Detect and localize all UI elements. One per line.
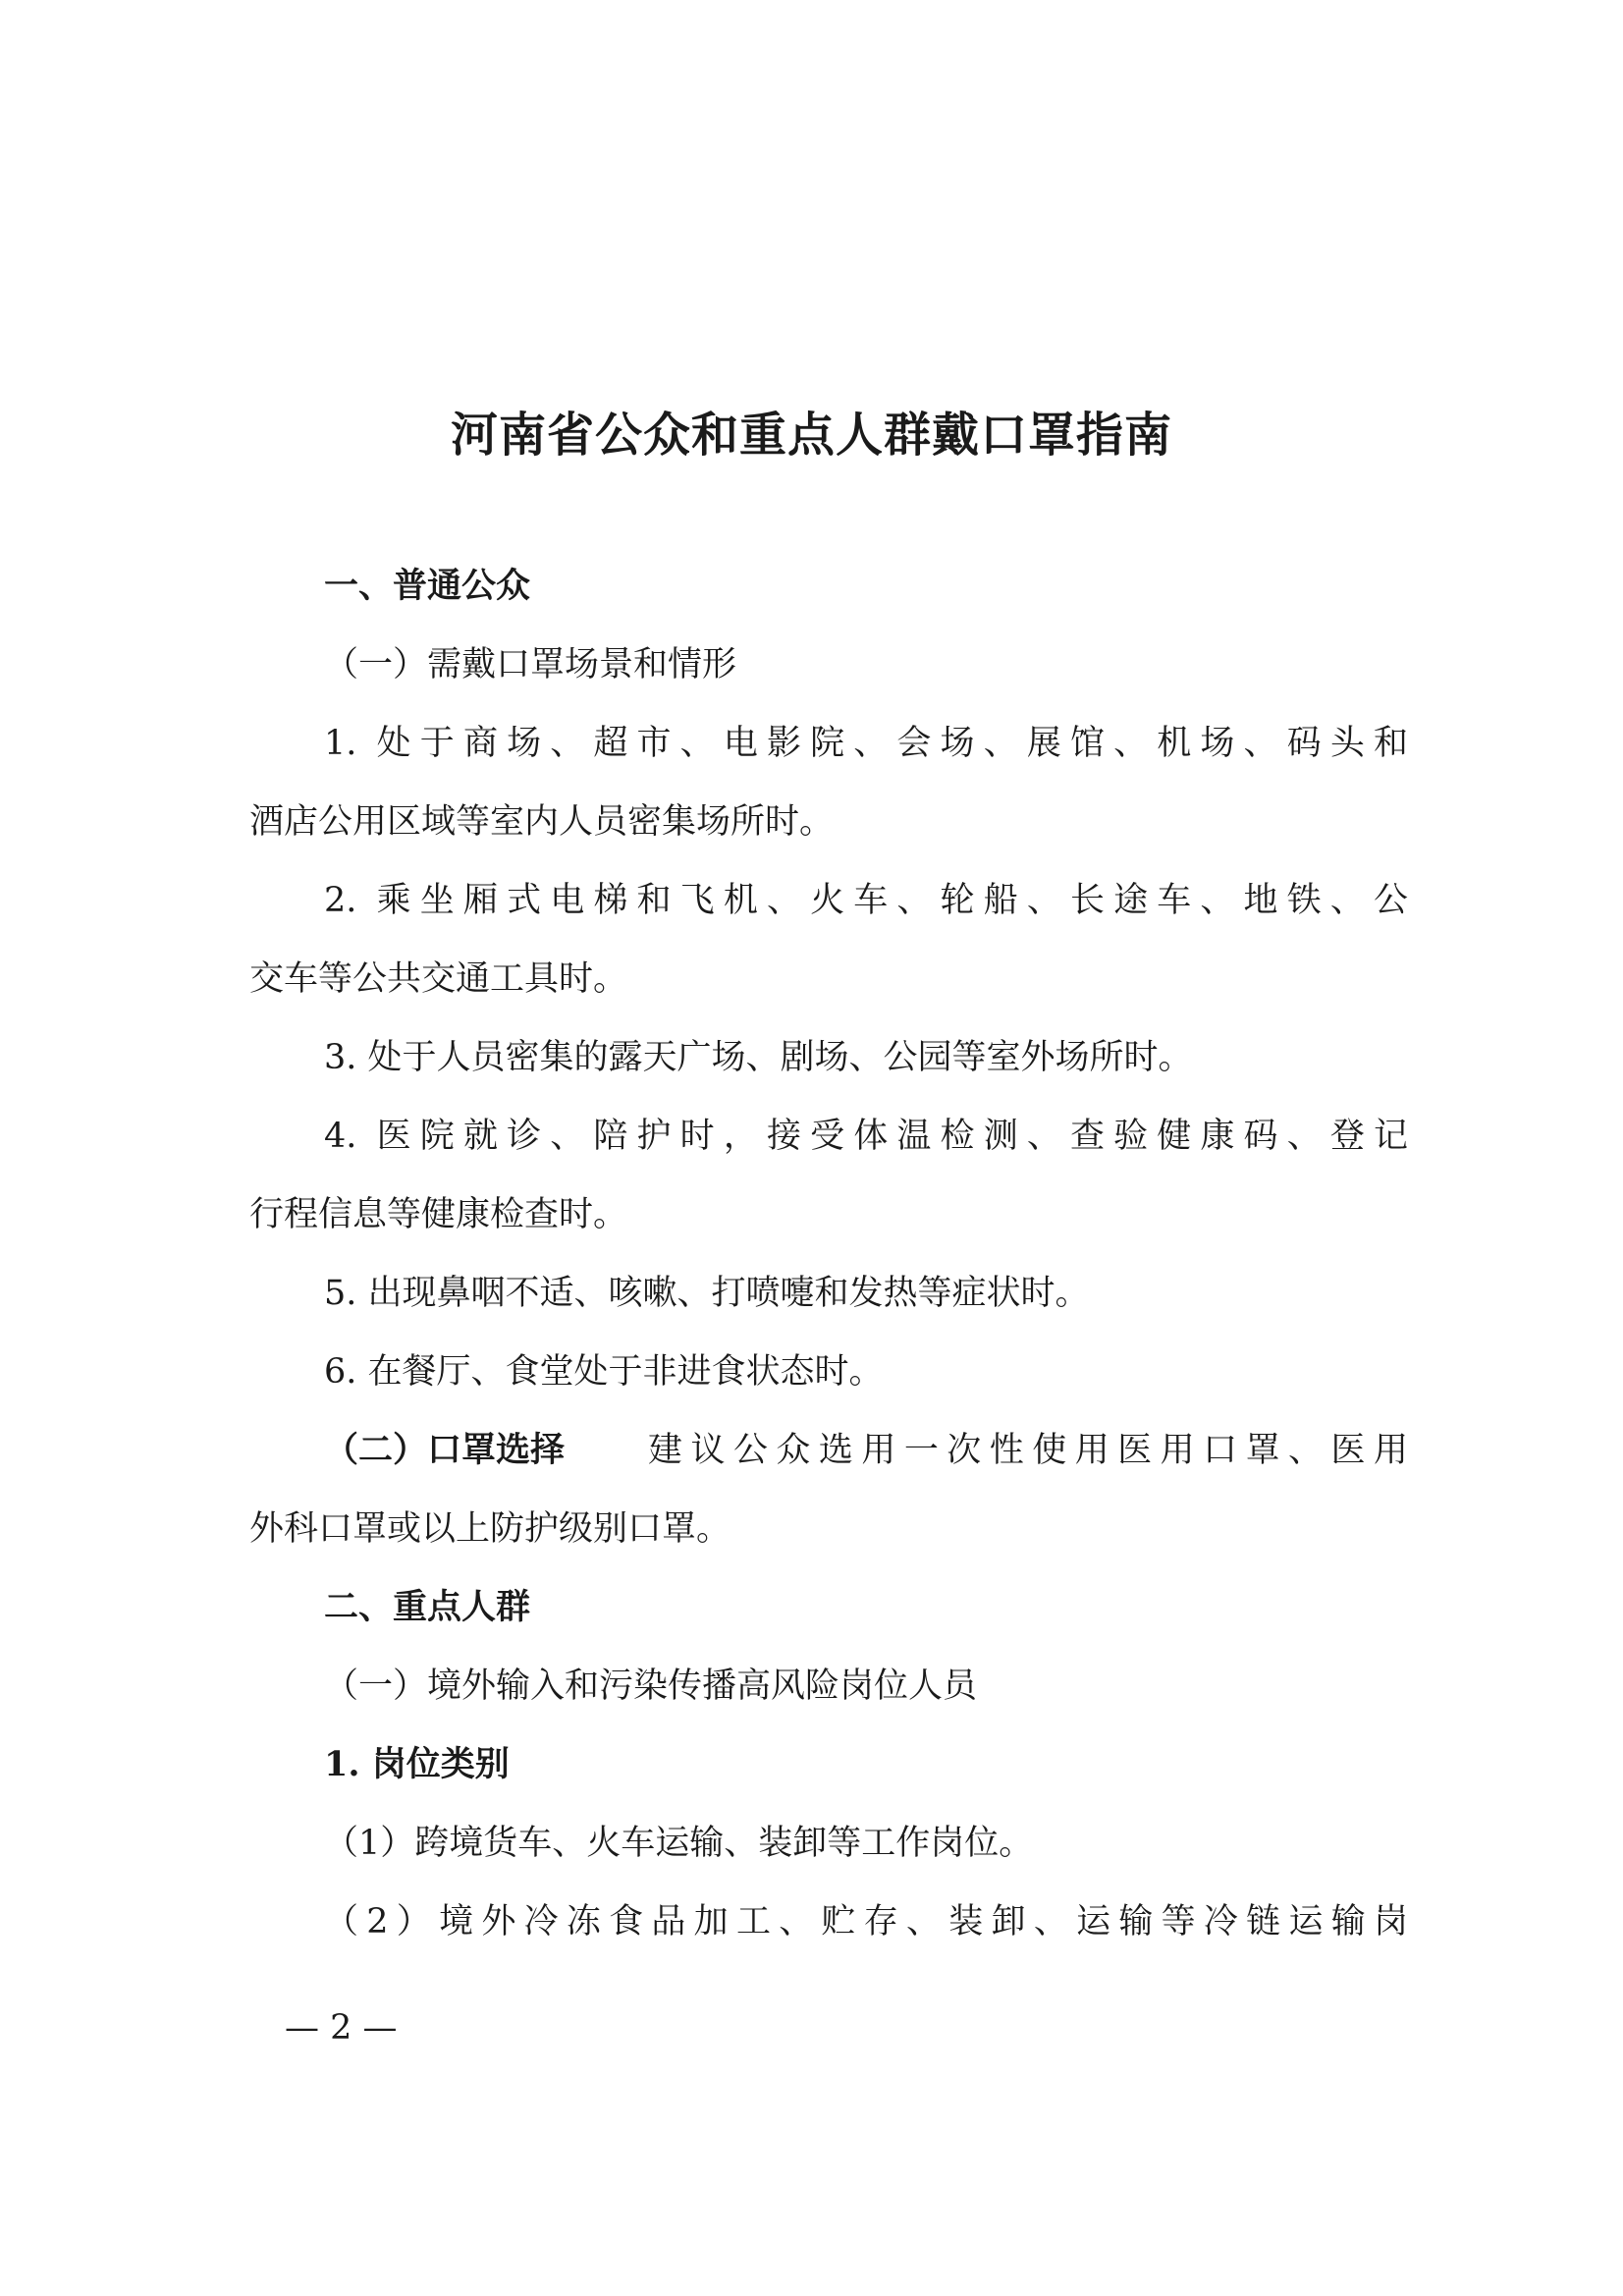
item-heading-job-category: 1. 岗位类别 (324, 1744, 510, 1784)
paragraph-line: 外科口罩或以上防护级别口罩。 (249, 1509, 731, 1549)
subsection-heading-mask-choice: （二）口罩选择 (324, 1430, 566, 1470)
paragraph-line: 交车等公共交通工具时。 (249, 959, 628, 999)
subsection-heading-scenarios: （一）需戴口罩场景和情形 (324, 645, 737, 684)
page-number: — 2 — (285, 2008, 398, 2048)
subsection-heading-high-risk: （一）境外输入和污染传播高风险岗位人员 (324, 1667, 978, 1706)
paragraph-line: 2. 乘坐厢式电梯和飞机、火车、轮船、长途车、地铁、公 (324, 881, 1408, 920)
paragraph-line: 5. 出现鼻咽不适、咳嗽、打喷嚏和发热等症状时。 (324, 1274, 1090, 1313)
paragraph-line: （1）跨境货车、火车运输、装卸等工作岗位。 (324, 1824, 1034, 1863)
paragraph-line: 3. 处于人员密集的露天广场、剧场、公园等室外场所时。 (324, 1038, 1193, 1077)
paragraph-line: 6. 在餐厅、食堂处于非进食状态时。 (324, 1352, 884, 1392)
section-heading-general-public: 一、普通公众 (324, 566, 531, 606)
section-heading-key-groups: 二、重点人群 (324, 1587, 531, 1627)
document-title: 河南省公众和重点人群戴口罩指南 (450, 408, 1172, 463)
paragraph-line: 酒店公用区域等室内人员密集场所时。 (249, 802, 835, 842)
paragraph-line: 4. 医院就诊、陪护时，接受体温检测、查验健康码、登记 (324, 1117, 1408, 1156)
paragraph-line: 行程信息等健康检查时。 (249, 1195, 628, 1234)
paragraph-line: 建议公众选用一次性使用医用口罩、医用 (648, 1431, 1408, 1470)
paragraph-line: （2）境外冷冻食品加工、贮存、装卸、运输等冷链运输岗 (324, 1902, 1408, 1941)
paragraph-line: 1. 处于商场、超市、电影院、会场、展馆、机场、码头和 (324, 724, 1408, 763)
